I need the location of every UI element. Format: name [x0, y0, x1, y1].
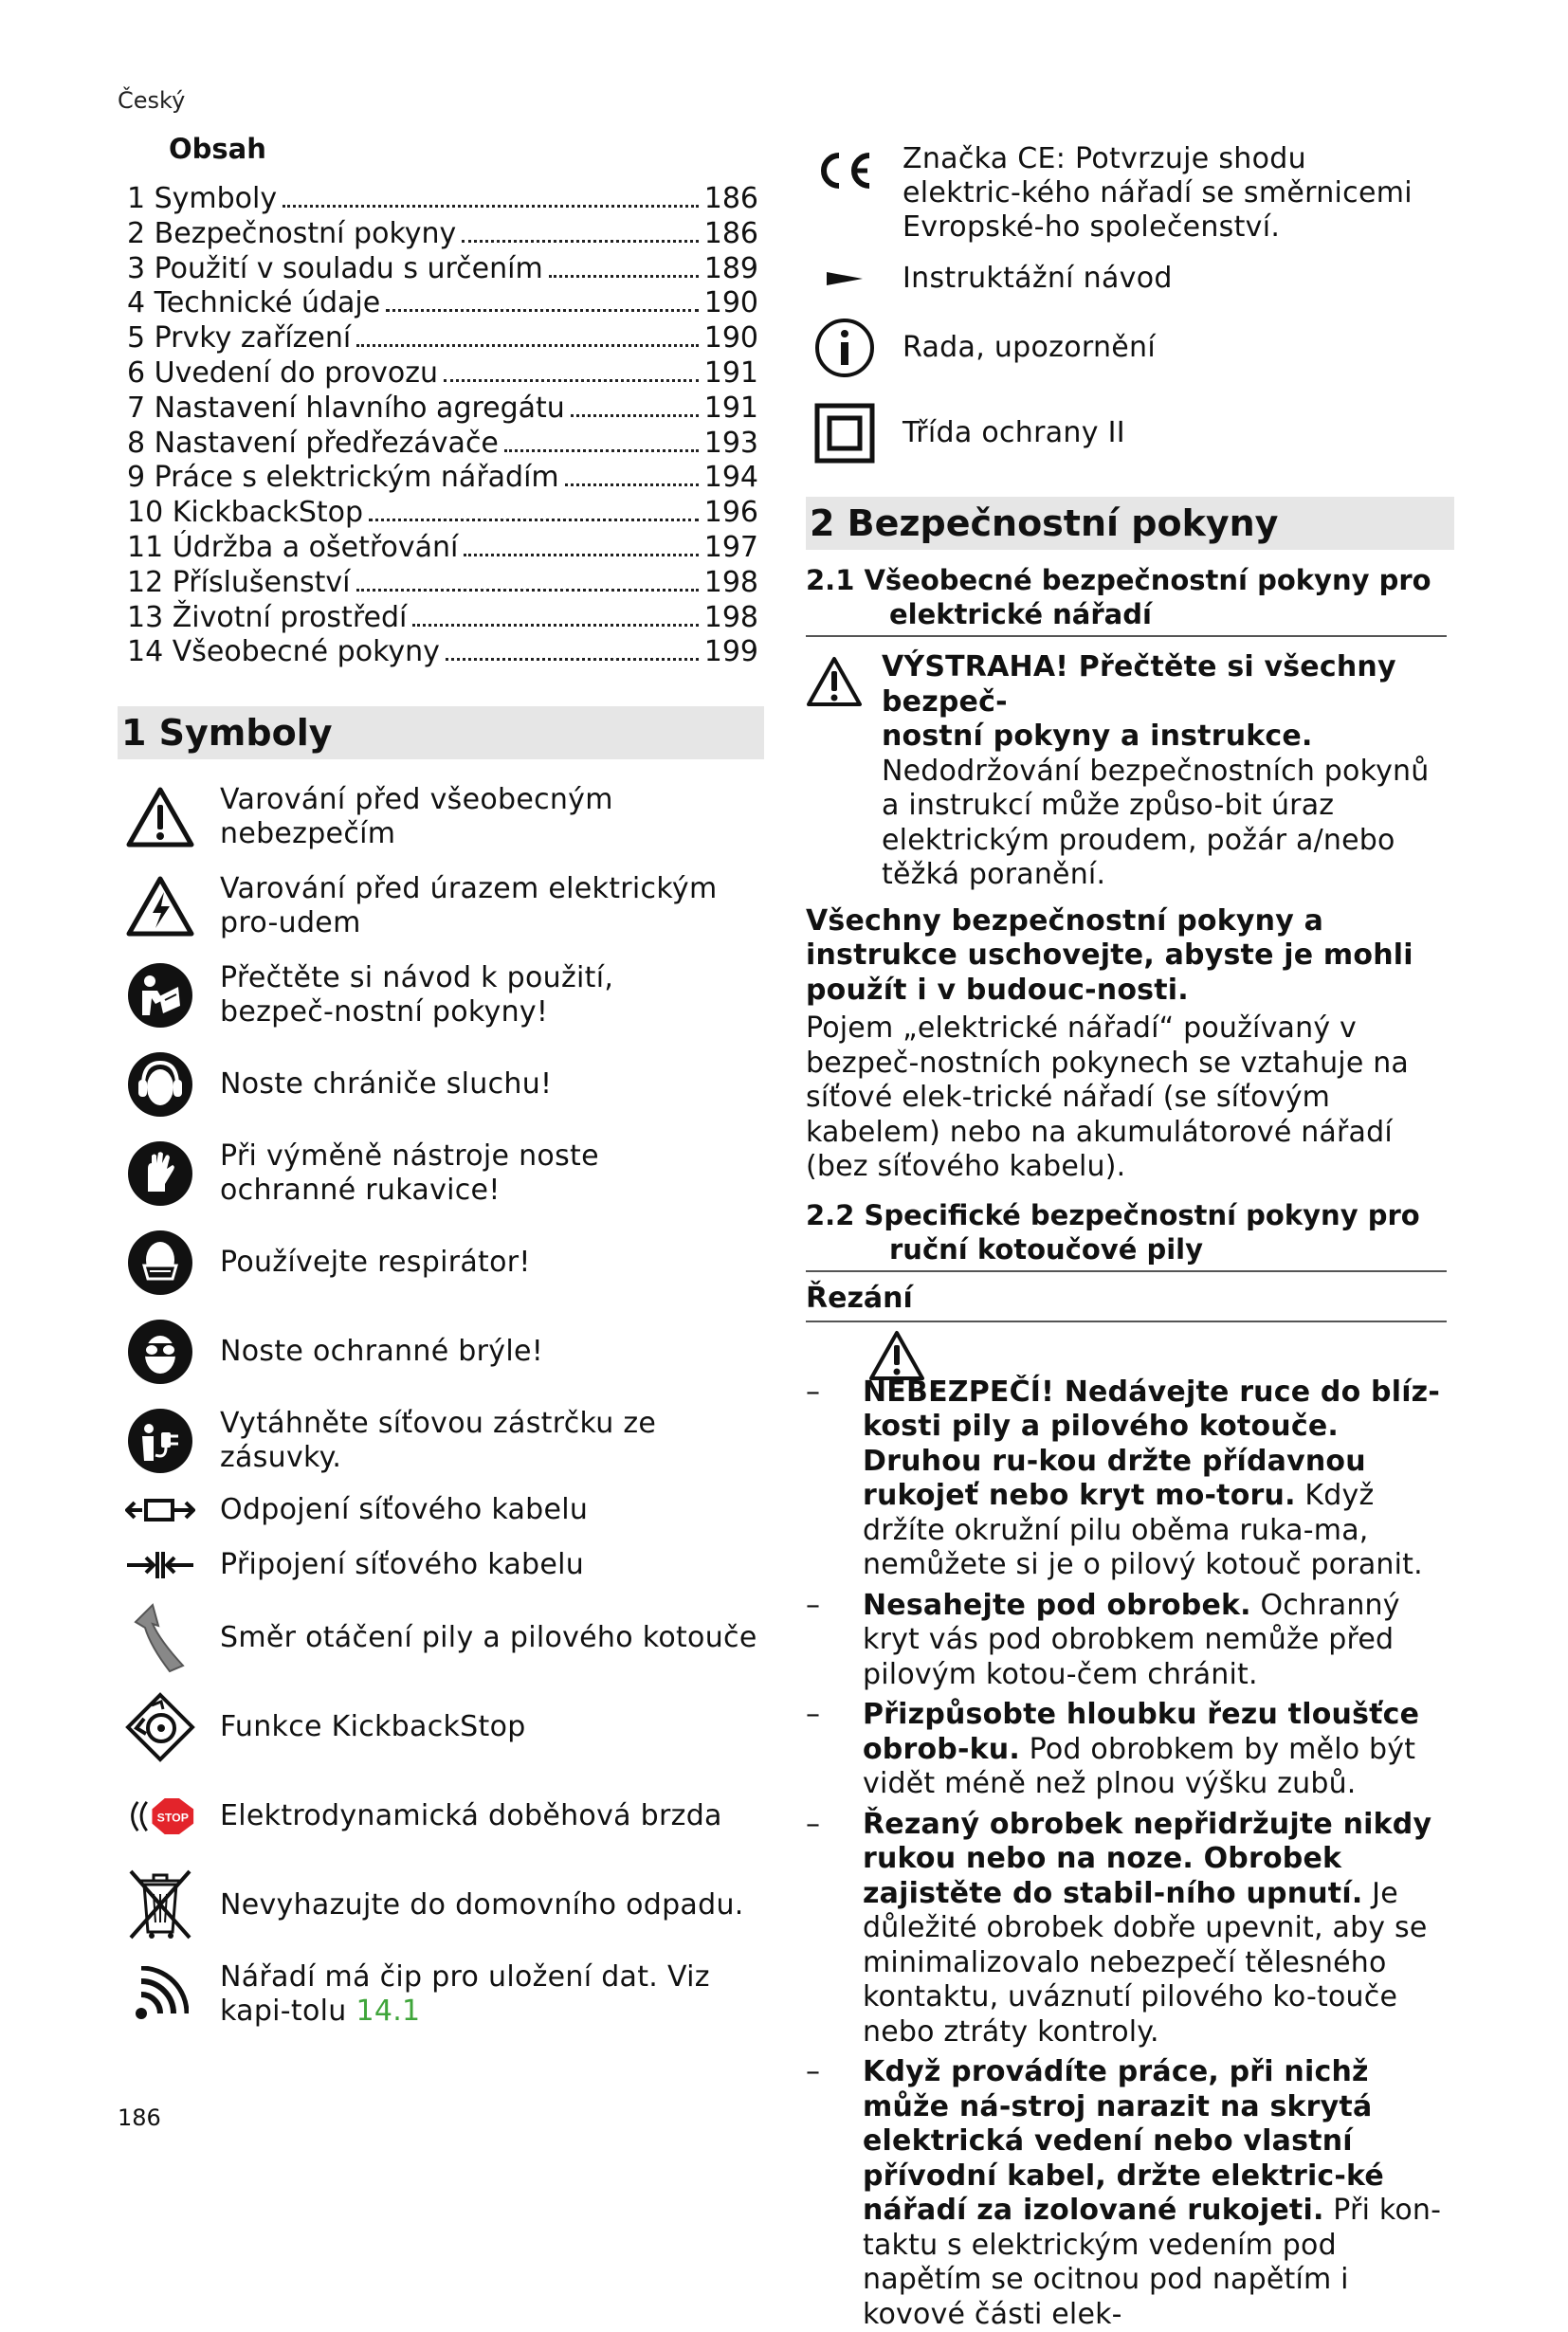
symbol-row [118, 1139, 758, 1209]
toc-entry[interactable]: 4 Technické údaje 190 [118, 286, 758, 321]
symbol-row [118, 1959, 758, 2030]
toc-entry[interactable]: 3 Použití v souladu s určením 189 [118, 252, 758, 287]
symbol-row [118, 1692, 758, 1762]
left-column [118, 133, 758, 2030]
list-item: – Když provádíte práce, při nichž může ná-stroj narazit na skrytá elektrická vedení nebo vlastní přívodní kabel, držte elektric-ké nářadí za izolované rukojeti. Při kon-taktu s elektrickým vedením pod napětím se ocitnou pod napětím i kovové části elek- [806, 2055, 1447, 2332]
symbol-row [118, 1781, 758, 1851]
symbol-row [118, 1489, 758, 1531]
respirator-icon [125, 1228, 195, 1298]
disconnect-cable-icon [125, 1489, 195, 1531]
symbol-row [806, 313, 1447, 383]
symbol-description: Připojení síťového kabelu [220, 1548, 584, 1582]
page-number: 186 [118, 2104, 161, 2131]
list-item: – NEBEZPEČÍ! Nedávejte ruce do blíz-kosti pily a pilového kotouče. Druhou ru-kou držte přídavnou rukojeť nebo kryt mo-toru. Když držíte okružní pilu oběma ruka-ma, nemůžete si je o pilový kotouč poranit. [806, 1376, 1447, 1583]
toc-entry[interactable]: 12 Příslušenství 198 [118, 566, 758, 601]
subsection-2-1-heading: 2.1 Všeobecné bezpečnostní pokyny pro elektrické nářadí [806, 563, 1447, 637]
symbol-description: Nevyhazujte do domovního odpadu. [220, 1888, 744, 1922]
rotation-direction-icon [125, 1603, 195, 1673]
protection-class-ii-icon [810, 398, 880, 468]
connect-cable-icon [125, 1544, 195, 1586]
symbol-description: Při výměně nástroje noste ochranné rukavice! [220, 1139, 732, 1208]
symbol-description: Značka CE: Potvrzuje shodu elektric-kého nářadí se směrnicemi Evropské-ho společenství. [903, 142, 1424, 245]
electrodynamic-brake-icon [125, 1781, 195, 1851]
safety-goggles-icon [125, 1317, 195, 1387]
symbol-description: Vytáhněte síťovou zástrčku ze zásuvky. [220, 1407, 758, 1475]
list-item: – Přizpůsobte hloubku řezu tloušťce obrob-ku. Pod obrobkem by mělo být vidět méně než plnou výšku zubů. [806, 1698, 1447, 1802]
cutting-heading: Řezání [806, 1282, 1447, 1322]
unplug-icon [125, 1406, 195, 1476]
keep-instructions-note: Všechny bezpečnostní pokyny a instrukce uschovejte, abyste je mohli použít i v budouc-nosti. [806, 904, 1447, 1009]
toc-entry[interactable]: 10 KickbackStop 196 [118, 496, 758, 531]
weee-bin-icon [125, 1870, 195, 1940]
toc-heading: Obsah [169, 133, 758, 165]
protective-gloves-icon [125, 1139, 195, 1209]
table-of-contents [118, 182, 758, 670]
section-2-heading: 2 Bezpečnostní pokyny [806, 497, 1454, 550]
symbol-description: Používejte respirátor! [220, 1246, 531, 1280]
symbol-row [118, 1406, 758, 1476]
symbol-row [118, 960, 758, 1030]
symbol-description: Varování před úrazem elektrickým pro-udem [220, 872, 732, 940]
symbol-description: Rada, upozornění [903, 331, 1156, 365]
symbol-description: Noste chrániče sluchu! [220, 1067, 552, 1102]
toc-entry[interactable]: 6 Uvedení do provozu 191 [118, 356, 758, 392]
general-warning-paragraph: VÝSTRAHA! Přečtěte si všechny bezpeč- nostní pokyny a instrukce. Nedodržování bezpečnostních pokynů a instrukcí může způso-bit úraz elektrickým proudem, požár a/nebo těžká poranění. [806, 650, 1447, 893]
symbol-list [118, 782, 758, 2030]
symbol-row [806, 260, 1447, 298]
warning-triangle-icon [806, 656, 863, 717]
list-item: – Nesahejte pod obrobek. Ochranný kryt vás pod obrobkem nemůže před pilovým kotou-čem chránit. [806, 1589, 1447, 1693]
symbol-row [118, 1870, 758, 1940]
read-manual-icon [125, 960, 195, 1030]
toc-entry[interactable]: 2 Bezpečnostní pokyny 186 [118, 217, 758, 252]
symbol-description: Funkce KickbackStop [220, 1710, 526, 1744]
toc-entry[interactable]: 8 Nastavení předřezávače 193 [118, 427, 758, 462]
symbol-row [118, 871, 758, 941]
symbol-description: Noste ochranné brýle! [220, 1335, 543, 1369]
list-item: – Řezaný obrobek nepřidržujte nikdy rukou nebo na noze. Obrobek zajistěte do stabil-ního upnutí. Je důležité obrobek dobře upevnit, aby se minimalizovalo nebezpečí tělesného kontaktu, uváznutí pilového ko-touče nebo ztráty kontroly. [806, 1808, 1447, 2050]
language-label: Český [118, 87, 185, 114]
right-column [806, 142, 1447, 2332]
symbol-description: Odpojení síťového kabelu [220, 1493, 588, 1527]
symbol-row [118, 1228, 758, 1298]
instruction-arrow-icon [810, 260, 880, 298]
subsection-2-2-heading: 2.2 Specifické bezpečnostní pokyny pro ruční kotoučové pily [806, 1198, 1447, 1272]
chapter-link[interactable]: 14.1 [356, 1995, 420, 2028]
symbol-row [806, 398, 1447, 468]
symbol-description: Instruktážní návod [903, 262, 1173, 296]
ce-mark-icon [810, 142, 880, 199]
hearing-protection-icon [125, 1049, 195, 1120]
data-chip-icon [125, 1959, 195, 2030]
electric-shock-warning-icon [125, 871, 195, 941]
cutting-instructions-list [806, 1376, 1447, 2332]
symbol-row [118, 782, 758, 852]
symbol-description: Varování před všeobecným nebezpečím [220, 783, 758, 851]
section-1-heading: 1 Symboly [118, 706, 764, 759]
symbol-description: Přečtěte si návod k použití, bezpeč-nostní pokyny! [220, 961, 732, 1029]
danger-triangle-icon [868, 1330, 925, 1391]
kickbackstop-icon [125, 1692, 195, 1762]
stop-sign-label: STOP [157, 1812, 189, 1825]
toc-entry[interactable]: 13 Životní prostředí 198 [118, 601, 758, 636]
symbol-row [118, 1603, 758, 1673]
toc-entry[interactable]: 1 Symboly 186 [118, 182, 758, 217]
power-tool-term-paragraph: Pojem „elektrické nářadí“ používaný v bezpeč-nostních pokynech se vztahuje na síťové elek-trické nářadí (se síťovým kabelem) nebo na akumulátorové nářadí (bez síťového kabelu). [806, 1011, 1447, 1185]
symbol-description: Nářadí má čip pro uložení dat. Viz kapi-tolu 14.1 [220, 1960, 732, 2029]
general-warning-icon [125, 782, 195, 852]
info-icon [810, 313, 880, 383]
toc-entry[interactable]: 14 Všeobecné pokyny 199 [118, 635, 758, 670]
symbol-row [118, 1544, 758, 1586]
symbol-description: Třída ochrany II [903, 416, 1125, 450]
symbol-row [118, 1049, 758, 1120]
toc-entry[interactable]: 7 Nastavení hlavního agregátu 191 [118, 392, 758, 427]
symbol-description: Elektrodynamická doběhová brzda [220, 1799, 722, 1833]
symbol-row [118, 1317, 758, 1387]
symbol-row [806, 142, 1447, 245]
toc-entry[interactable]: 9 Práce s elektrickým nářadím 194 [118, 461, 758, 496]
toc-entry[interactable]: 5 Prvky zařízení 190 [118, 321, 758, 356]
toc-entry[interactable]: 11 Údržba a ošetřování 197 [118, 531, 758, 566]
symbol-description: Směr otáčení pily a pilového kotouče [220, 1621, 757, 1655]
